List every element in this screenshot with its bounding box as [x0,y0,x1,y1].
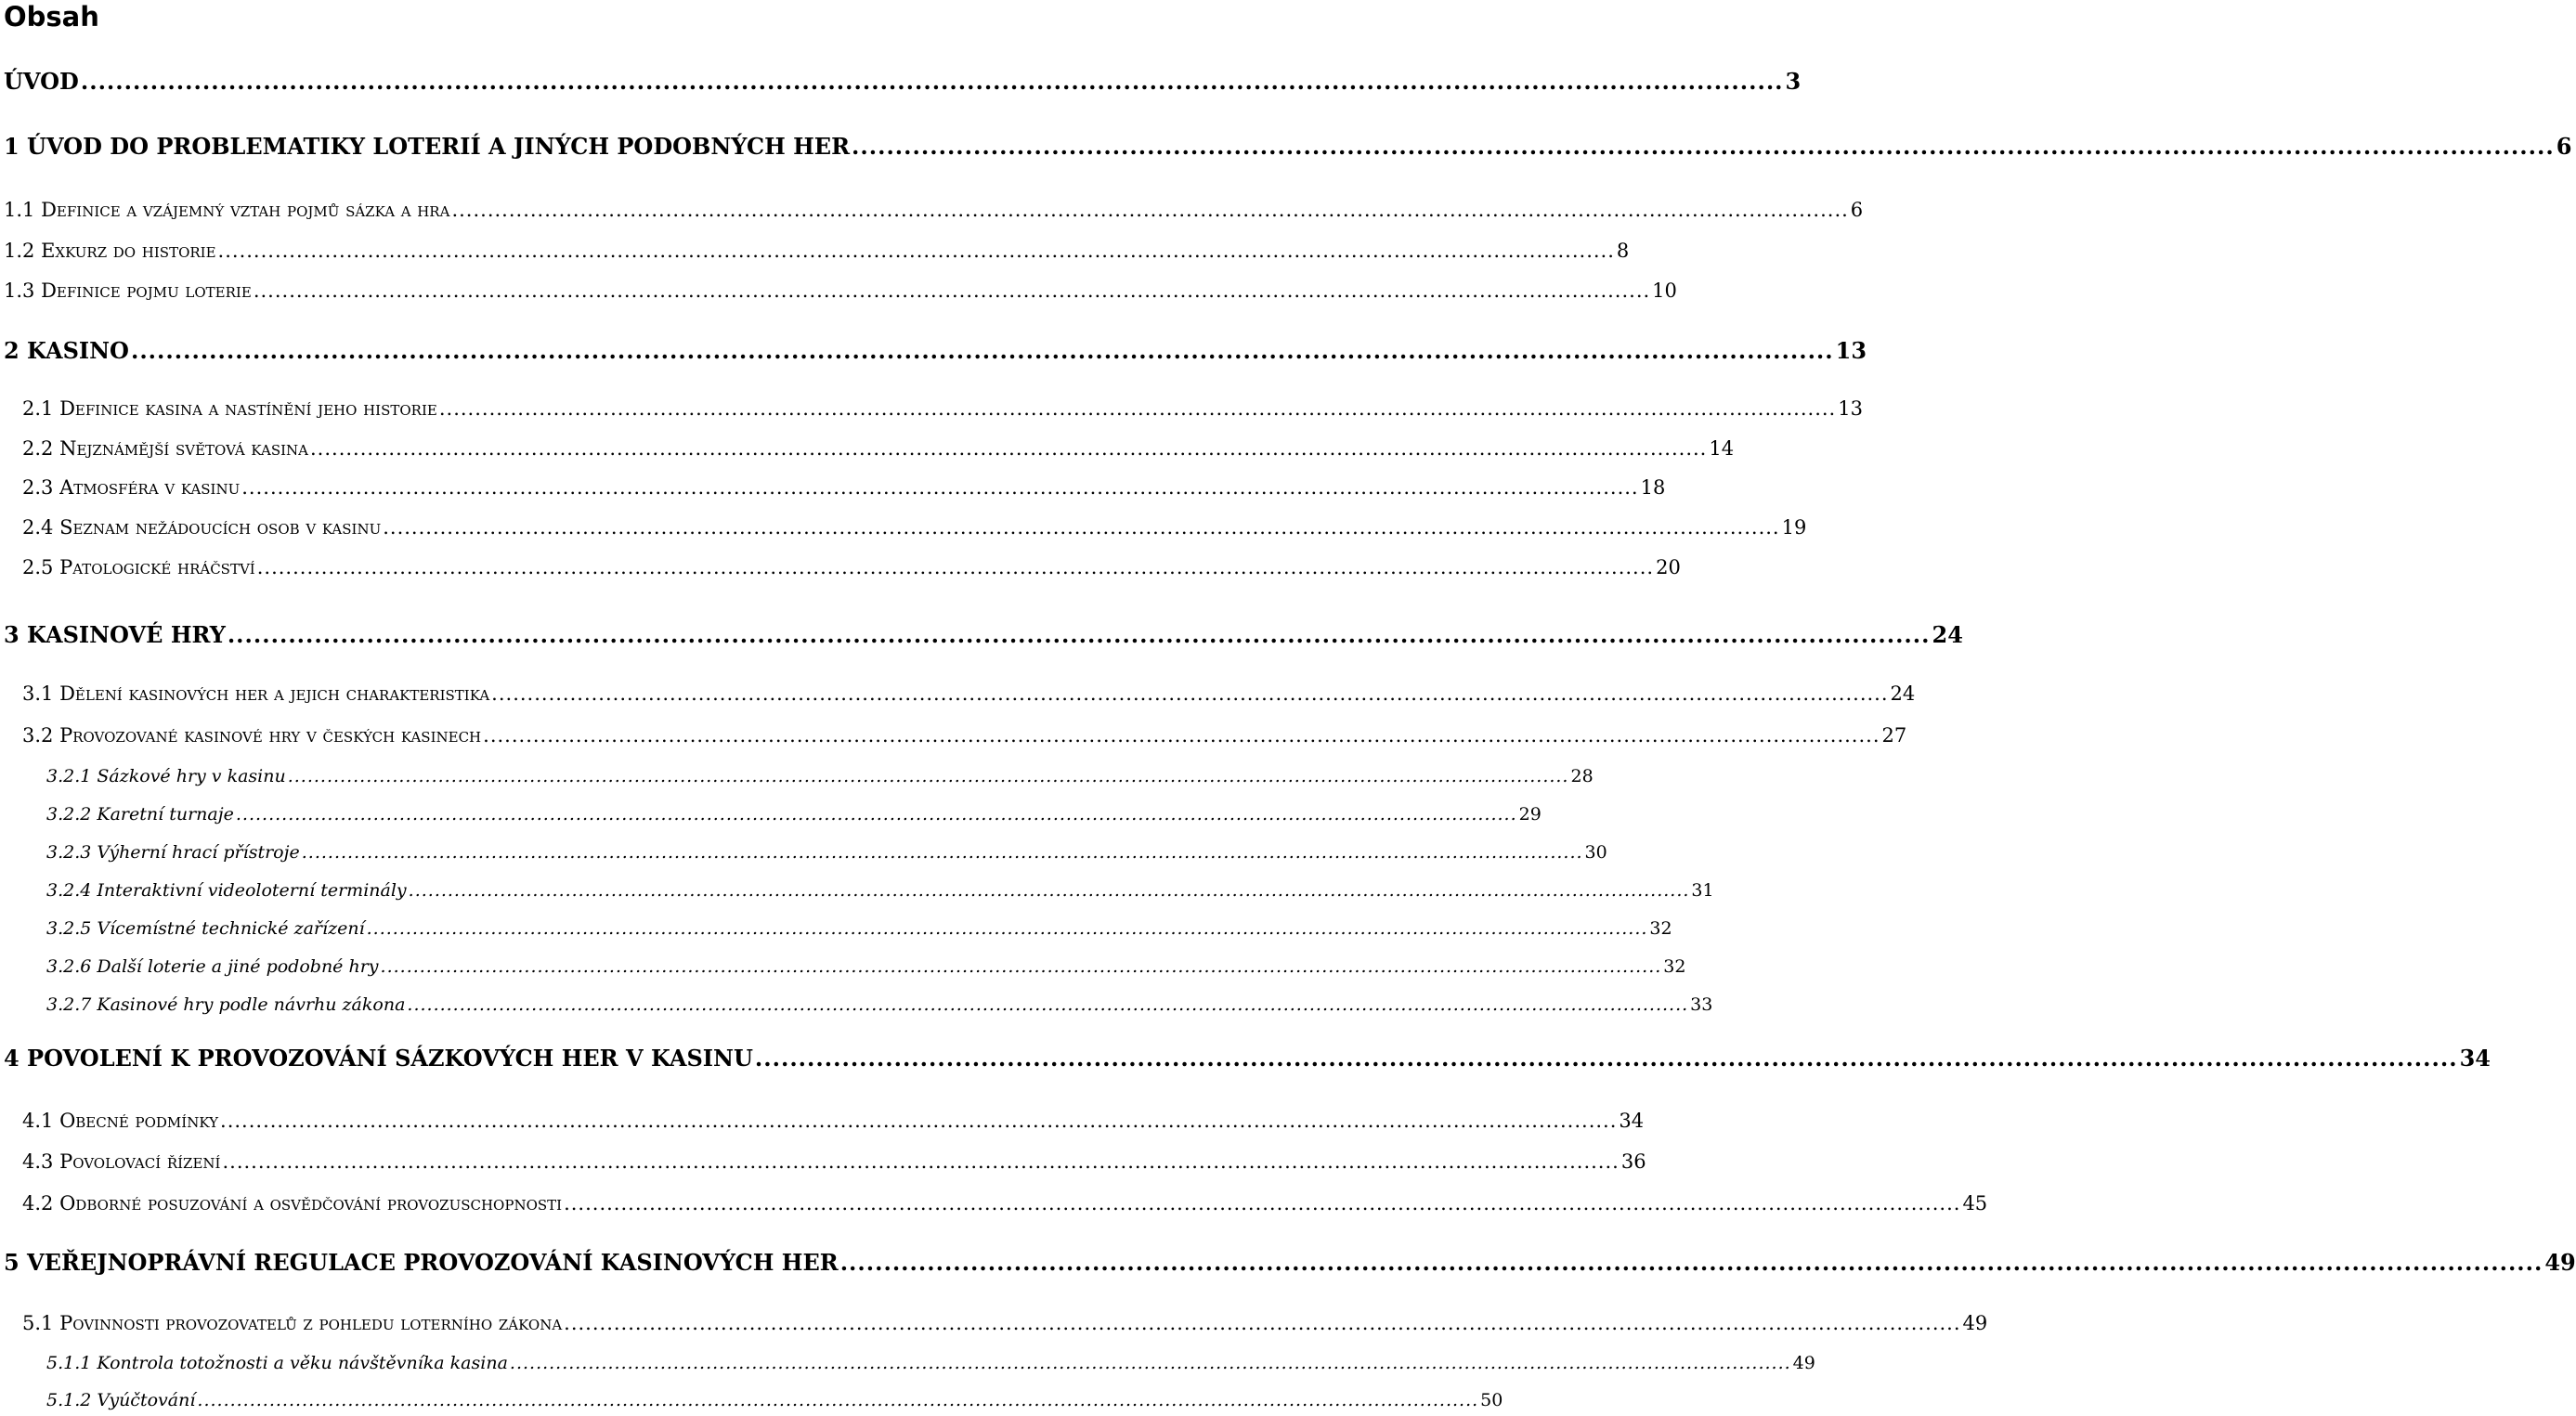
toc-page-number: 34 [1619,1110,1645,1132]
toc-page-number: 32 [1663,956,1686,977]
toc-page-number: 24 [1890,682,1916,705]
toc-entry-1-1[interactable] [4,196,1864,224]
toc-entry-5-1-2[interactable] [46,1387,1503,1413]
toc-page-number: 3 [1785,68,1802,95]
toc-entry-label: 3.2.6 Další loterie a jiné podobné hry [46,956,379,977]
toc-leader-dots: .................................................................................................................................................................................................... [483,724,1880,747]
toc-leader-dots: .................................................................................................................................................................................................... [256,556,1655,578]
toc-leader-dots: .................................................................................................................................................................................................... [301,842,1583,863]
toc-leader-dots: .................................................................................................................................................................................................... [197,1390,1479,1410]
toc-entry-label: 2.5 Patologické hráčství [22,556,255,578]
toc-leader-dots: .................................................................................................................................................................................................... [383,516,1780,539]
toc-page-number: 36 [1620,1150,1646,1173]
toc-entry-label: 4.1 Obecné podmínky [22,1110,219,1132]
toc-entry-3-2-6[interactable] [46,954,1686,980]
toc-entry-label: 5 VEŘEJNOPRÁVNÍ REGULACE PROVOZOVÁNÍ KASINOVÝCH HER [4,1249,839,1276]
toc-leader-dots: .................................................................................................................................................................................................... [130,337,1834,364]
toc-entry-1-2[interactable] [4,237,1630,265]
toc-entry-label: 3 KASINOVÉ HRY [4,621,226,648]
toc-leader-dots: .................................................................................................................................................................................................... [564,1312,1961,1334]
toc-page-number: 13 [1835,337,1867,364]
toc-entry-label: 3.2.1 Sázkové hry v kasinu [46,766,286,786]
toc-entry-label: 3.2 Provozované kasinové hry v českých kasinech [22,724,482,747]
toc-entry-3-2-2[interactable] [46,801,1542,827]
toc-entry-chapter-1[interactable] [4,132,2572,162]
toc-page-number: 20 [1656,556,1681,578]
toc-leader-dots: .................................................................................................................................................................................................... [217,240,1615,262]
toc-page-number: 30 [1584,842,1607,863]
toc-leader-dots: .................................................................................................................................................................................................... [509,1353,1791,1373]
toc-entry-chapter-5[interactable] [4,1248,2576,1278]
toc-entry-label: 4 POVOLENÍ K PROVOZOVÁNÍ SÁZKOVÝCH HER V KASINU [4,1045,753,1072]
toc-page-number: 18 [1640,476,1666,499]
toc-entry-chapter-4[interactable] [4,1044,2491,1073]
toc-page-number: 45 [1962,1192,1988,1215]
toc-leader-dots: .................................................................................................................................................................................................... [287,766,1569,786]
toc-entry-label: 3.2.3 Výherní hrací přístroje [46,842,300,863]
toc-leader-dots: .................................................................................................................................................................................................... [852,133,2555,160]
toc-page-number: 14 [1709,437,1735,460]
toc-entry-1-3[interactable] [4,277,1677,305]
toc-entry-2-1[interactable] [22,395,1863,422]
toc-entry-label: 5.1 Povinnosti provozovatelů z pohledu loterního zákona [22,1312,563,1334]
toc-entry-2-4[interactable] [22,513,1807,541]
toc-entry-3-1[interactable] [22,680,1916,708]
toc-entry-label: 5.1.1 Kontrola totožnosti a věku návštěvníka kasina [46,1353,508,1373]
toc-entry-label: 4.2 Odborné posuzování a osvědčování provozuschopnosti [22,1192,563,1215]
toc-entry-label: 3.2.4 Interaktivní videoloterní terminály [46,880,407,901]
toc-entry-3-2-5[interactable] [46,916,1672,942]
toc-leader-dots: .................................................................................................................................................................................................... [408,880,1690,901]
toc-page-number: 32 [1649,918,1672,939]
toc-page-number: 13 [1838,397,1863,420]
toc-entry-chapter-3[interactable] [4,620,1963,650]
toc-entry-3-2-3[interactable] [46,839,1607,865]
toc-page-number: 6 [1850,199,1864,221]
toc-page-number: 6 [2556,133,2572,160]
toc-leader-dots: .................................................................................................................................................................................................... [451,199,1849,221]
toc-entry-label: ÚVOD [4,68,79,95]
toc-leader-dots: .................................................................................................................................................................................................... [839,1249,2543,1276]
toc-entry-label: 1.1 Definice a vzájemný vztah pojmů sázka a hra [4,199,450,221]
toc-page-number: 24 [1932,621,1963,648]
toc-entry-label: 3.2.5 Vícemístné technické zařízení [46,918,365,939]
toc-page-number: 27 [1881,724,1907,747]
toc-entry-2-5[interactable] [22,553,1681,581]
toc-entry-3-2-4[interactable] [46,877,1714,903]
toc-leader-dots: .................................................................................................................................................................................................... [227,621,1931,648]
toc-entry-label: 2.1 Definice kasina a nastínění jeho historie [22,397,437,420]
toc-entry-uvod[interactable] [4,67,1802,97]
toc-entry-2-2[interactable] [22,435,1735,462]
toc-entry-chapter-2[interactable] [4,336,1867,366]
toc-entry-5-1-1[interactable] [46,1350,1815,1376]
toc-page-number: 34 [2459,1045,2491,1072]
toc-page-number: 49 [1962,1312,1988,1334]
toc-leader-dots: .................................................................................................................................................................................................... [241,476,1639,499]
toc-page-number: 33 [1690,994,1713,1015]
toc-page-number: 29 [1518,804,1542,825]
toc-entry-label: 3.2.2 Karetní turnaje [46,804,234,825]
toc-entry-4-3[interactable] [22,1148,1646,1176]
toc-entry-label: 1.2 Exkurz do historie [4,240,216,262]
toc-leader-dots: .................................................................................................................................................................................................... [564,1192,1961,1215]
toc-page-number: 10 [1652,279,1677,302]
page-title: Obsah [4,1,99,32]
toc-entry-label: 5.1.2 Vyúčtování [46,1390,196,1410]
toc-leader-dots: .................................................................................................................................................................................................... [491,682,1889,705]
toc-entry-label: 2.4 Seznam nežádoucích osob v kasinu [22,516,382,539]
toc-leader-dots: .................................................................................................................................................................................................... [253,279,1651,302]
toc-leader-dots: .................................................................................................................................................................................................... [220,1110,1618,1132]
toc-leader-dots: .................................................................................................................................................................................................... [80,68,1784,95]
toc-entry-3-2-7[interactable] [46,992,1713,1018]
toc-page-number: 31 [1691,880,1714,901]
toc-leader-dots: .................................................................................................................................................................................................... [366,918,1648,939]
toc-leader-dots: .................................................................................................................................................................................................... [235,804,1517,825]
toc-entry-4-2[interactable] [22,1189,1988,1217]
toc-entry-label: 3.1 Dělení kasinových her a jejich charakteristika [22,682,490,705]
toc-entry-label: 1.3 Definice pojmu loterie [4,279,252,302]
toc-entry-label: 2 KASINO [4,337,129,364]
toc-leader-dots: .................................................................................................................................................................................................... [380,956,1662,977]
toc-leader-dots: .................................................................................................................................................................................................... [438,397,1837,420]
toc-page-number: 49 [2544,1249,2576,1276]
toc-entry-label: 2.3 Atmosféra v kasinu [22,476,241,499]
toc-leader-dots: .................................................................................................................................................................................................... [754,1045,2458,1072]
toc-leader-dots: .................................................................................................................................................................................................... [310,437,1708,460]
toc-entry-label: 2.2 Nejznámější světová kasina [22,437,308,460]
toc-entry-label: 1 ÚVOD DO PROBLEMATIKY LOTERIÍ A JINÝCH PODOBNÝCH HER [4,133,851,160]
toc-page-number: 49 [1792,1353,1815,1373]
toc-entry-4-1[interactable] [22,1107,1645,1135]
toc-leader-dots: .................................................................................................................................................................................................... [407,994,1689,1015]
toc-page-number: 8 [1616,240,1630,262]
toc-entry-label: 4.3 Povolovací řízení [22,1150,221,1173]
toc-entry-5-1[interactable] [22,1309,1988,1337]
toc-page-number: 19 [1781,516,1807,539]
toc-page-number: 28 [1570,766,1594,786]
toc-leader-dots: .................................................................................................................................................................................................... [222,1150,1620,1173]
toc-entry-3-2[interactable] [22,721,1907,749]
toc-page-number: 50 [1480,1390,1503,1410]
toc-entry-3-2-1[interactable] [46,763,1594,789]
toc-entry-2-3[interactable] [22,474,1666,501]
toc-entry-label: 3.2.7 Kasinové hry podle návrhu zákona [46,994,406,1015]
